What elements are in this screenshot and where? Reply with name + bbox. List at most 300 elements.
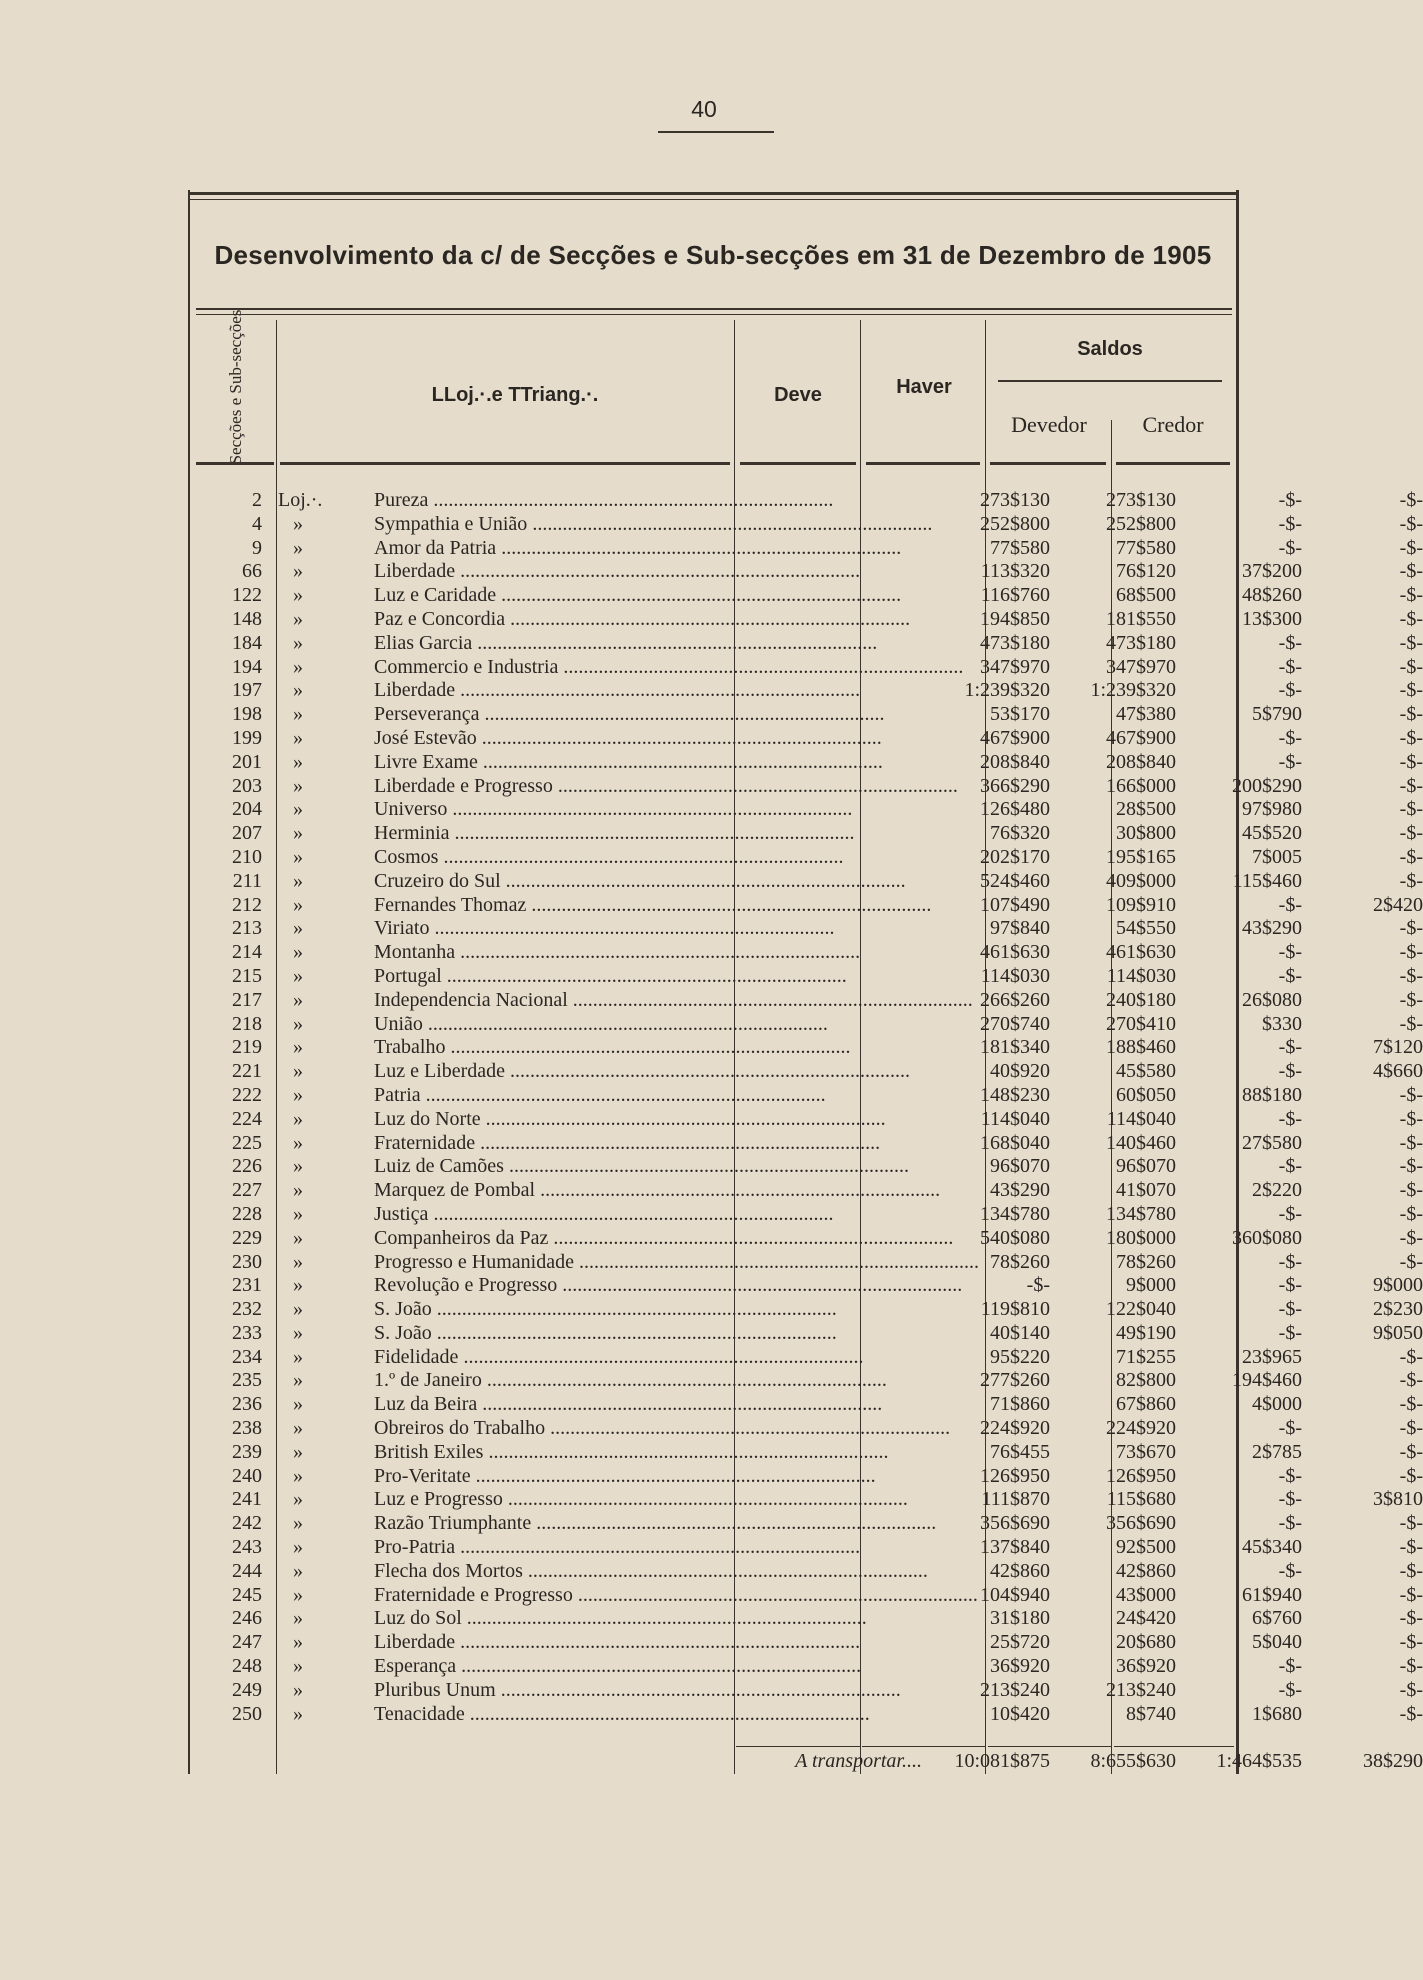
section-number: 230 — [232, 1250, 262, 1273]
leader-dots: ................................................................................ — [458, 1345, 864, 1368]
lodge-name — [374, 632, 914, 656]
haver-value: 41$070 — [1116, 1179, 1176, 1202]
devedor-value: -$- — [1278, 726, 1302, 749]
credor-value: -$- — [1399, 1155, 1423, 1178]
credor-value: -$- — [1399, 750, 1423, 773]
section-number: 243 — [232, 1536, 262, 1559]
leader-dots: ................................................................................ — [573, 1250, 979, 1273]
devedor-value: -$- — [1278, 1250, 1302, 1273]
table-row — [190, 964, 1423, 989]
lodge-marker: » — [293, 1512, 303, 1535]
devedor-value: 43$290 — [1242, 917, 1302, 940]
credor-value: 2$420 — [1373, 893, 1423, 916]
leader-dots: ................................................................................ — [461, 1607, 867, 1630]
lodge-name — [374, 1607, 914, 1631]
table-row — [190, 1607, 1423, 1631]
lodge-name-text: Flecha dos Mortos — [374, 1559, 523, 1582]
lodge-name-text: Companheiros da Paz — [374, 1226, 549, 1249]
devedor-value: -$- — [1278, 1488, 1302, 1511]
lodge-name — [374, 584, 914, 608]
devedor-value: -$- — [1278, 1155, 1302, 1178]
lodge-name-text: Luz do Sol — [374, 1607, 462, 1630]
devedor-value: 13$300 — [1242, 607, 1302, 630]
lodge-marker: » — [293, 964, 303, 987]
haver-value: 36$920 — [1116, 1655, 1176, 1678]
total-row — [190, 1748, 1423, 1774]
haver-value: 208$840 — [1106, 750, 1176, 773]
deve-value: 1:239$320 — [964, 679, 1050, 702]
leader-dots: ................................................................................ — [441, 964, 847, 987]
deve-value: -$- — [1026, 1274, 1050, 1297]
deve-value: 119$810 — [980, 1298, 1050, 1321]
table-row — [190, 774, 1423, 799]
lodge-name — [374, 1369, 914, 1393]
haver-value: 195$165 — [1106, 845, 1176, 868]
lodge-marker: » — [293, 1131, 303, 1154]
deve-value: 107$490 — [980, 893, 1050, 916]
credor-value: -$- — [1399, 512, 1423, 535]
table-row — [190, 489, 1423, 513]
deve-value: 76$455 — [990, 1440, 1050, 1463]
lodge-name — [374, 1250, 979, 1275]
table-row — [190, 1369, 1423, 1393]
lodge-marker: » — [293, 941, 303, 964]
haver-value: 28$500 — [1116, 798, 1176, 821]
lodge-name — [374, 1346, 914, 1370]
total-rule — [988, 1746, 1112, 1747]
lodge-marker: » — [293, 584, 303, 607]
deve-value: 224$920 — [980, 1417, 1050, 1440]
lodge-name — [374, 1108, 914, 1132]
haver-value: 77$580 — [1116, 536, 1176, 559]
table-row — [190, 893, 1423, 918]
page-number-rule — [658, 131, 774, 133]
leader-dots: ................................................................................ — [567, 988, 973, 1011]
table-row — [190, 560, 1423, 584]
lodge-name-text: Luz e Progresso — [374, 1488, 503, 1511]
credor-value: -$- — [1399, 560, 1423, 583]
lodge-name — [374, 751, 914, 775]
credor-value: -$- — [1399, 1107, 1423, 1130]
table-row — [190, 1417, 1423, 1441]
devedor-value: -$- — [1278, 536, 1302, 559]
lodge-name-text: Luz e Liberdade — [374, 1060, 506, 1083]
section-number: 228 — [232, 1202, 262, 1225]
leader-dots: ................................................................................ — [428, 489, 834, 511]
lodge-name-text: Liberdade — [374, 1631, 456, 1654]
section-number: 245 — [232, 1583, 262, 1606]
devedor-value: -$- — [1278, 1202, 1302, 1225]
lodge-name — [374, 1417, 951, 1441]
total-haver: 8:655$630 — [1090, 1750, 1176, 1772]
section-number: 198 — [232, 703, 262, 726]
table-row — [190, 512, 1423, 537]
deve-value: 356$690 — [980, 1512, 1050, 1535]
lodge-name-text: José Estevão — [374, 726, 477, 749]
lodge-marker: » — [293, 1345, 303, 1368]
deve-value: 473$180 — [980, 631, 1050, 654]
section-number: 225 — [232, 1131, 262, 1154]
haver-value: 109$910 — [1106, 893, 1176, 916]
lodge-name-text: S. João — [374, 1298, 432, 1321]
lodge-name — [374, 679, 914, 703]
lodge-marker: » — [293, 774, 303, 797]
deve-value: 524$460 — [980, 869, 1050, 892]
lodge-name — [374, 489, 914, 513]
table-row — [190, 869, 1423, 894]
leader-dots: ................................................................................ — [558, 655, 964, 678]
section-number: 241 — [232, 1488, 262, 1511]
credor-value: -$- — [1399, 822, 1423, 845]
table-row — [190, 1559, 1423, 1584]
deve-value: 213$240 — [980, 1678, 1050, 1701]
credor-value: 2$230 — [1373, 1298, 1423, 1321]
deve-value: 208$840 — [980, 750, 1050, 773]
devedor-value: -$- — [1278, 1678, 1302, 1701]
lodge-name — [374, 1298, 914, 1322]
lodge-name-text: Tenacidade — [374, 1702, 465, 1725]
section-number: 229 — [232, 1226, 262, 1249]
haver-value: 60$050 — [1116, 1083, 1176, 1106]
section-number: 227 — [232, 1179, 262, 1202]
deve-value: 181$340 — [980, 1036, 1050, 1059]
deve-value: 71$860 — [990, 1393, 1050, 1416]
leader-dots: ................................................................................ — [527, 512, 933, 535]
leader-dots: ................................................................................ — [477, 750, 883, 773]
lodge-name — [374, 774, 958, 799]
lodge-name — [374, 1226, 954, 1251]
table-row — [190, 750, 1423, 775]
lodge-marker: » — [293, 726, 303, 749]
section-number: 207 — [232, 822, 262, 845]
lodge-marker: » — [293, 1369, 303, 1392]
table-row — [190, 1678, 1423, 1703]
devedor-value: -$- — [1278, 631, 1302, 654]
credor-value: -$- — [1399, 679, 1423, 702]
credor-value: -$- — [1399, 1607, 1423, 1630]
section-number: 239 — [232, 1440, 262, 1463]
lodge-marker: » — [293, 845, 303, 868]
leader-dots: ................................................................................ — [545, 1417, 951, 1440]
table-row — [190, 845, 1423, 870]
haver-value: 8$740 — [1126, 1702, 1176, 1725]
devedor-value: -$- — [1278, 655, 1302, 678]
total-label: A transportar.... — [795, 1750, 922, 1772]
lodge-marker: » — [293, 1607, 303, 1630]
credor-value: -$- — [1399, 1083, 1423, 1106]
lodge-name-text: Amor da Patria — [374, 536, 497, 559]
header-devedor: Devedor — [1011, 412, 1087, 437]
devedor-value: 194$460 — [1232, 1369, 1302, 1392]
lodge-name-text: Pro-Veritate — [374, 1464, 471, 1487]
haver-value: 213$240 — [1106, 1678, 1176, 1701]
lodge-marker: » — [293, 679, 303, 702]
leader-dots: ................................................................................ — [496, 536, 902, 559]
haver-value: 467$900 — [1106, 726, 1176, 749]
credor-value: -$- — [1399, 941, 1423, 964]
credor-value: -$- — [1399, 631, 1423, 654]
credor-value: -$- — [1399, 964, 1423, 987]
section-number: 224 — [232, 1107, 262, 1130]
haver-value: 24$420 — [1116, 1607, 1176, 1630]
credor-value: 4$660 — [1373, 1060, 1423, 1083]
leader-dots: ................................................................................ — [480, 1107, 886, 1130]
section-number: 240 — [232, 1464, 262, 1487]
table-row — [190, 1083, 1423, 1108]
leader-dots: ................................................................................ — [500, 869, 906, 892]
credor-value: -$- — [1399, 917, 1423, 940]
haver-value: 114$030 — [1106, 964, 1176, 987]
lodge-name-text: Luiz de Camões — [374, 1155, 504, 1178]
section-number: 210 — [232, 845, 262, 868]
section-number: 214 — [232, 941, 262, 964]
table-row — [190, 1107, 1423, 1132]
devedor-value: -$- — [1278, 1107, 1302, 1130]
lodge-name-text: Luz e Caridade — [374, 584, 497, 607]
total-credor: 38$290 — [1363, 1750, 1423, 1772]
lodge-marker: » — [293, 988, 303, 1011]
devedor-value: -$- — [1278, 893, 1302, 916]
section-number: 215 — [232, 964, 262, 987]
leader-dots: ................................................................................ — [548, 1226, 954, 1249]
deve-value: 113$320 — [980, 560, 1050, 583]
lodge-name — [374, 1036, 914, 1060]
lodge-name-text: Herminia — [374, 822, 450, 845]
table-title: Desenvolvimento da c/ de Secções e Sub-secções em 31 de Dezembro de 1905 — [214, 240, 1212, 270]
section-number: 234 — [232, 1345, 262, 1368]
table-row — [190, 584, 1423, 608]
header-rule — [740, 462, 856, 465]
lodge-marker: » — [293, 1107, 303, 1130]
leader-dots: ................................................................................ — [535, 1179, 941, 1202]
lodge-marker: » — [293, 1202, 303, 1225]
haver-value: 30$800 — [1116, 822, 1176, 845]
lodge-name — [374, 1132, 914, 1156]
deve-value: 252$800 — [980, 512, 1050, 535]
leader-dots: ................................................................................ — [428, 1202, 834, 1225]
devedor-value: 48$260 — [1242, 584, 1302, 607]
section-number: 211 — [232, 869, 262, 892]
haver-value: 461$630 — [1106, 941, 1176, 964]
header-credor: Credor — [1142, 412, 1204, 437]
header-rule — [280, 462, 730, 465]
lodge-name-text: S. João — [374, 1321, 432, 1344]
lodge-marker: » — [293, 1155, 303, 1178]
lodge-name-text: Montanha — [374, 941, 456, 964]
lodge-name — [374, 917, 914, 941]
table-row — [190, 1131, 1423, 1156]
section-number: 212 — [232, 893, 262, 916]
lodge-marker: » — [293, 1583, 303, 1606]
lodge-name — [374, 512, 933, 537]
deve-value: 114$030 — [980, 964, 1050, 987]
haver-value: 49$190 — [1116, 1321, 1176, 1344]
devedor-value: 2$785 — [1252, 1440, 1302, 1463]
leader-dots: ................................................................................ — [455, 1631, 861, 1654]
deve-value: 76$320 — [990, 822, 1050, 845]
lodge-name-text: Fernandes Thomaz — [374, 893, 527, 916]
haver-value: 54$550 — [1116, 917, 1176, 940]
devedor-value: -$- — [1278, 964, 1302, 987]
lodge-marker: » — [293, 1274, 303, 1297]
leader-dots: ................................................................................ — [438, 845, 844, 868]
credor-value: -$- — [1399, 1559, 1423, 1582]
haver-value: 270$410 — [1106, 1012, 1176, 1035]
deve-value: 273$130 — [980, 489, 1050, 511]
lodge-name-text: Luz da Beira — [374, 1393, 478, 1416]
haver-value: 96$070 — [1116, 1155, 1176, 1178]
leader-dots: ................................................................................ — [445, 1036, 851, 1059]
devedor-value: 1$680 — [1252, 1702, 1302, 1725]
title-rule — [196, 308, 1232, 315]
devedor-value: 5$040 — [1252, 1631, 1302, 1654]
total-deve: 10:081$875 — [954, 1750, 1050, 1772]
lodge-name-text: Liberdade — [374, 560, 456, 583]
lodge-name — [374, 1679, 914, 1703]
lodge-name — [374, 846, 914, 870]
lodge-name-text: Esperança — [374, 1655, 457, 1678]
devedor-value: -$- — [1278, 512, 1302, 535]
lodge-name — [374, 1179, 941, 1203]
credor-value: 3$810 — [1373, 1488, 1423, 1511]
deve-value: 97$840 — [990, 917, 1050, 940]
section-number: 66 — [242, 560, 262, 583]
lodge-name — [374, 1559, 928, 1584]
devedor-value: 88$180 — [1242, 1083, 1302, 1106]
lodge-name — [374, 1274, 963, 1298]
haver-value: 122$040 — [1106, 1298, 1176, 1321]
haver-value: 76$120 — [1116, 560, 1176, 583]
total-rule — [1114, 1746, 1234, 1747]
lodge-marker: » — [293, 750, 303, 773]
lodge-name — [374, 822, 914, 846]
total-rule — [736, 1746, 860, 1747]
lodge-marker: » — [293, 1702, 303, 1725]
lodge-name — [374, 965, 914, 989]
table-row — [190, 1179, 1423, 1203]
leader-dots: ................................................................................ — [495, 1678, 901, 1701]
lodge-name-text: Revolução e Progresso — [374, 1274, 558, 1297]
lodge-marker: » — [293, 798, 303, 821]
haver-value: 1:239$320 — [1090, 679, 1176, 702]
credor-value: -$- — [1399, 536, 1423, 559]
devedor-value: -$- — [1278, 941, 1302, 964]
table-row — [190, 1250, 1423, 1275]
haver-value: 43$000 — [1116, 1583, 1176, 1606]
devedor-value: -$- — [1278, 1464, 1302, 1487]
section-number: 148 — [232, 607, 262, 630]
haver-value: 140$460 — [1106, 1131, 1176, 1154]
table-row — [190, 822, 1423, 846]
lodge-name-text: Patria — [374, 1083, 421, 1106]
credor-value: -$- — [1399, 489, 1423, 511]
saldos-rule — [998, 380, 1222, 382]
lodge-name-text: Pureza — [374, 489, 429, 511]
haver-value: 45$580 — [1116, 1060, 1176, 1083]
section-number: 244 — [232, 1559, 262, 1582]
lodge-marker: » — [293, 1250, 303, 1273]
leader-dots: ................................................................................ — [449, 822, 855, 845]
table-row — [190, 988, 1423, 1013]
haver-value: 180$000 — [1106, 1226, 1176, 1249]
haver-value: 347$970 — [1106, 655, 1176, 678]
devedor-value: -$- — [1278, 750, 1302, 773]
haver-value: 181$550 — [1106, 607, 1176, 630]
devedor-value: 97$980 — [1242, 798, 1302, 821]
devedor-value: 27$580 — [1242, 1131, 1302, 1154]
devedor-value: 5$790 — [1252, 703, 1302, 726]
deve-value: 31$180 — [990, 1607, 1050, 1630]
table-row — [190, 679, 1423, 703]
credor-value: -$- — [1399, 726, 1423, 749]
devedor-value: -$- — [1278, 679, 1302, 702]
devedor-value: 45$520 — [1242, 822, 1302, 845]
table-row — [190, 1464, 1423, 1489]
table-row — [190, 1488, 1423, 1512]
lodge-name — [374, 655, 964, 680]
lodge-name-text: Liberdade — [374, 679, 456, 702]
leader-dots: ................................................................................ — [505, 607, 911, 630]
lodge-name — [374, 988, 973, 1013]
lodge-marker: » — [293, 560, 303, 583]
total-rule — [862, 1746, 986, 1747]
haver-value: 68$500 — [1116, 584, 1176, 607]
lodge-name-text: Independencia Nacional — [374, 988, 568, 1011]
haver-value: 73$670 — [1116, 1440, 1176, 1463]
leader-dots: ................................................................................ — [505, 1060, 911, 1083]
section-number: 218 — [232, 1012, 262, 1035]
credor-value: 9$050 — [1373, 1321, 1423, 1344]
haver-value: 240$180 — [1106, 988, 1176, 1011]
deve-value: 126$480 — [980, 798, 1050, 821]
deve-value: 137$840 — [980, 1536, 1050, 1559]
devedor-value: -$- — [1278, 1512, 1302, 1535]
table-row — [190, 1321, 1423, 1346]
table-row — [190, 1345, 1423, 1370]
lodge-marker: » — [293, 1488, 303, 1511]
lodge-name-text: Obreiros do Trabalho — [374, 1417, 546, 1440]
lodge-name — [374, 537, 914, 561]
leader-dots: ................................................................................ — [470, 1464, 876, 1487]
lodge-name — [374, 608, 914, 632]
lodge-name-text: Pro-Patria — [374, 1536, 456, 1559]
lodge-marker: » — [293, 1655, 303, 1678]
table-row — [190, 1536, 1423, 1560]
haver-value: 356$690 — [1106, 1512, 1176, 1535]
lodge-name-text: Pluribus Unum — [374, 1678, 496, 1701]
table-row — [190, 798, 1423, 822]
deve-value: 40$140 — [990, 1321, 1050, 1344]
section-number: 201 — [232, 750, 262, 773]
haver-value: 114$040 — [1106, 1107, 1176, 1130]
lodge-marker: » — [293, 1440, 303, 1463]
credor-value: -$- — [1399, 1012, 1423, 1035]
header-seccoes — [186, 309, 286, 465]
leader-dots: ................................................................................ — [431, 1298, 837, 1321]
section-number: 246 — [232, 1607, 262, 1630]
lodge-name — [374, 1631, 914, 1655]
section-number: 9 — [252, 536, 262, 559]
lodge-marker: » — [293, 1559, 303, 1582]
leader-dots: ................................................................................ — [472, 631, 878, 654]
leader-dots: ................................................................................ — [464, 1702, 870, 1725]
deve-value: 95$220 — [990, 1345, 1050, 1368]
credor-value: -$- — [1399, 1631, 1423, 1654]
haver-value: 78$260 — [1116, 1250, 1176, 1273]
section-number: 199 — [232, 726, 262, 749]
table-row — [190, 655, 1423, 680]
haver-value: 252$800 — [1106, 512, 1176, 535]
